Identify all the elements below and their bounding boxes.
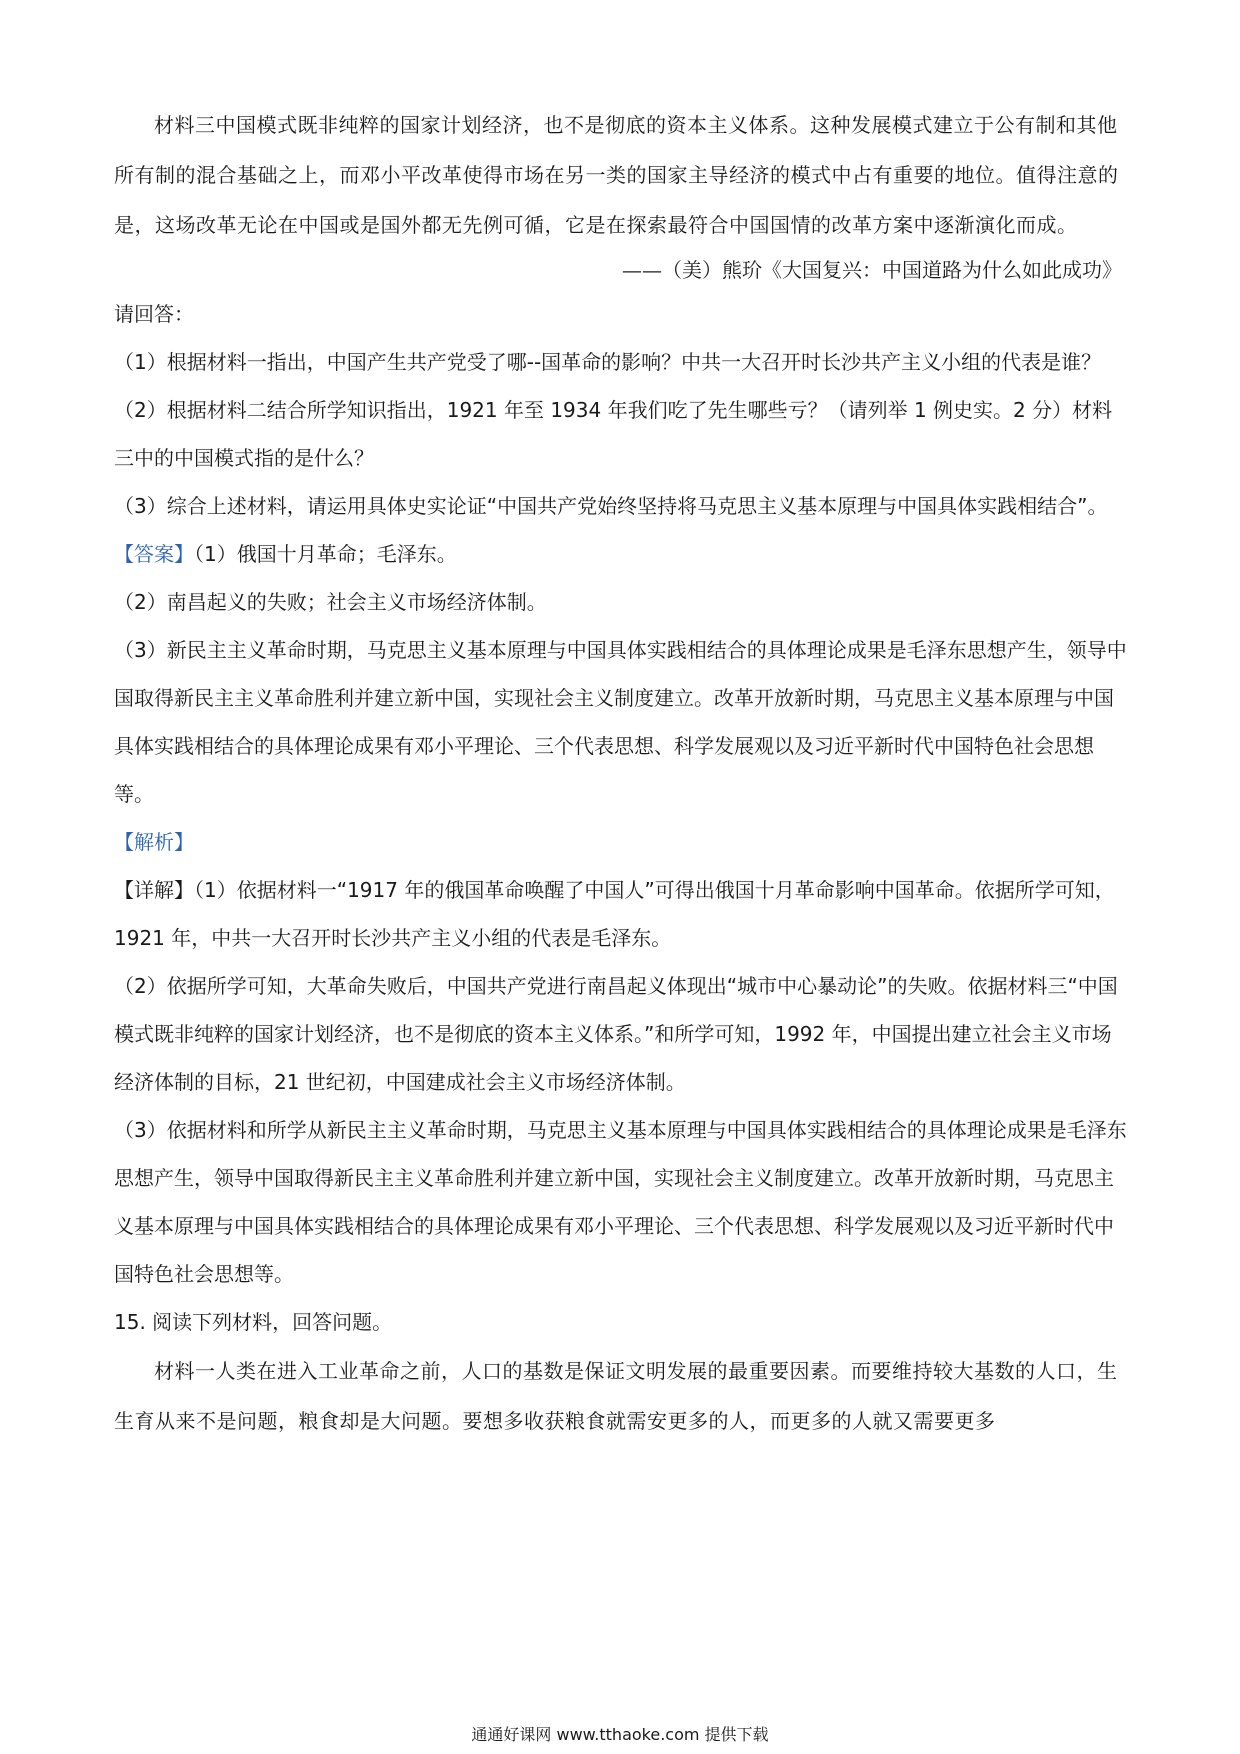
question-15-heading: 15. 阅读下列材料，回答问题。 bbox=[114, 1310, 393, 1334]
detail-2: （2）依据所学可知，大革命失败后，中国共产党进行南昌起义体现出“城市中心暴动论”的失败。依据材料三“中国模式既非纯粹的国家计划经济，也不是彻底的资本主义体系。”和所学可知，1992 年，中国提出建立社会主义市场经济体制的目标，21 世纪初，中国建成社会主义市场经济体制。 bbox=[114, 974, 1118, 1094]
answer-1: （1）俄国十月革命；毛泽东。 bbox=[194, 542, 457, 566]
question-3: （3）综合上述材料，请运用具体史实论证“中国共产党始终坚持将马克思主义基本原理与中国具体实践相结合”。 bbox=[114, 494, 1108, 518]
detail-tag: 【详解】 bbox=[114, 878, 194, 902]
answer-1-line bbox=[114, 530, 1130, 578]
detail-3: （3）依据材料和所学从新民主主义革命时期，马克思主义基本原理与中国具体实践相结合的具体理论成果是毛泽东思想产生，领导中国取得新民主主义革命胜利并建立新中国，实现社会主义制度建立。改革开放新时期，马克思主义基本原理与中国具体实践相结合的具体理论成果有邓小平理论、三个代表思想、科学发展观以及习近平新时代中国特色社会思想等。 bbox=[114, 1118, 1127, 1286]
page-footer: 通通好课网 www.tthaoke.com 提供下载 bbox=[471, 1725, 769, 1744]
answer-tag: 【答案】 bbox=[114, 542, 194, 566]
question-2: （2）根据材料二结合所学知识指出，1921 年至 1934 年我们吃了先生哪些亏？（请列举 1 例史实。2 分）材料三中的中国模式指的是什么？ bbox=[114, 398, 1113, 470]
material-3-text: 材料三中国模式既非纯粹的国家计划经济，也不是彻底的资本主义体系。这种发展模式建立于公有制和其他所有制的混合基础之上，而邓小平改革使得市场在另一类的国家主导经济的模式中占有重要的地位。值得注意的是，这场改革无论在中国或是国外都无先例可循，它是在探索最符合中国国情的改革方案中逐渐演化而成。 bbox=[114, 113, 1119, 237]
analysis-tag: 【解析】 bbox=[114, 830, 194, 854]
material-3-source: ——（美）熊玠《大国复兴：中国道路为什么如此成功》 bbox=[622, 258, 1122, 282]
answer-2: （2）南昌起义的失败；社会主义市场经济体制。 bbox=[114, 590, 547, 614]
detail-1: （1）依据材料一“1917 年的俄国革命唤醒了中国人”可得出俄国十月革命影响中国革命。依据所学可知，1921 年，中共一大召开时长沙共产主义小组的代表是毛泽东。 bbox=[114, 878, 1115, 950]
answer-prompt: 请回答： bbox=[114, 302, 194, 326]
answer-3: （3）新民主主义革命时期，马克思主义基本原理与中国具体实践相结合的具体理论成果是毛泽东思想产生，领导中国取得新民主主义革命胜利并建立新中国，实现社会主义制度建立。改革开放新时期，马克思主义基本原理与中国具体实践相结合的具体理论成果有邓小平理论、三个代表思想、科学发展观以及习近平新时代中国特色社会思想等。 bbox=[114, 638, 1127, 806]
question-15-material-1: 材料一人类在进入工业革命之前，人口的基数是保证文明发展的最重要因素。而要维持较大基数的人口，生生育从来不是问题，粮食却是大问题。要想多收获粮食就需安更多的人，而更多的人就又需要更多 bbox=[114, 1359, 1118, 1433]
question-1: （1）根据材料一指出，中国产生共产党受了哪--国革命的影响？中共一大召开时长沙共产主义小组的代表是谁？ bbox=[114, 350, 1102, 374]
detail-1-line bbox=[114, 866, 1130, 962]
document-page bbox=[114, 100, 1130, 1446]
